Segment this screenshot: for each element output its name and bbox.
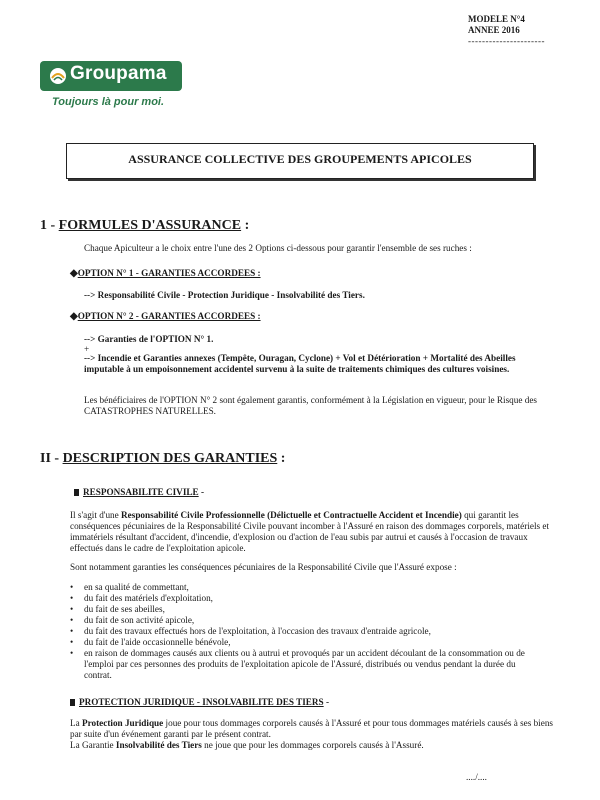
- rc-p1-bold: Responsabilité Civile Professionnelle (Délictuelle et Contractuelle Accident et Incendie): [121, 510, 462, 520]
- model-number: MODELE N°4: [468, 14, 525, 24]
- rc-bullet-item: • en sa qualité de commettant,: [70, 582, 530, 593]
- option2-plus: +: [84, 344, 90, 354]
- option1-title-text: OPTION N° 1 - GARANTIES ACCORDEES :: [77, 268, 261, 278]
- section1-title: FORMULES D'ASSURANCE: [58, 218, 242, 233]
- square-bullet-icon: [74, 489, 79, 496]
- rc-bullet-item: • du fait de l'aide occasionnelle bénévole,: [70, 637, 530, 648]
- pj-paragraph-1: [70, 718, 554, 740]
- section2-heading: [40, 451, 285, 467]
- option2-line2: --> Incendie et Garanties annexes (Tempête, Ouragan, Cyclone) + Vol et Détérioration + Mortalité des Abeilles imputable à un empoisonnement accidentel survenu à la suite de traitements chimiques des cultures voisines.: [84, 353, 516, 374]
- pj-p2-end: ne joue que pour les dommages corporels causés à l'Assuré.: [201, 740, 424, 750]
- rc-title-dash: -: [198, 487, 205, 497]
- model-year: ANNEE 2016: [468, 25, 520, 35]
- section1-heading: [40, 218, 249, 234]
- section2-title: DESCRIPTION DES GARANTIES: [62, 451, 278, 466]
- square-bullet-icon: [70, 699, 75, 706]
- rc-p1-end: qui garantit les conséquences pécuniaires de la Responsabilité Civile pouvant incomber à l'Assuré en raison des dommages corporels, matériels et immatériels résultant d'accident, d'incendie, d'explosion ou d'action de l'eau subis par autrui et causés à l'occasion de travaux effectués dans le cadre de l'exploitation apicole.: [70, 510, 550, 553]
- section1-colon: :: [241, 218, 250, 233]
- rc-paragraph-2: Sont notamment garanties les conséquences pécuniaires de la Responsabilité Civile que l'Assuré expose :: [70, 562, 457, 572]
- groupama-emblem-icon: [49, 67, 67, 85]
- rc-title: [74, 487, 204, 498]
- continuation-marker: ..../....: [466, 772, 487, 782]
- diamond-bullet-icon: ◆: [70, 311, 78, 322]
- section2-number: II -: [40, 451, 60, 466]
- option2-title-text: OPTION N° 2 - GARANTIES ACCORDEES :: [77, 311, 261, 321]
- pj-title-text: PROTECTION JURIDIQUE - INSOLVABILITE DES TIERS: [79, 697, 324, 707]
- model-underline: ----------------------: [468, 36, 545, 46]
- logo-name: Groupama: [70, 63, 167, 84]
- pj-paragraph-2: [70, 740, 554, 751]
- pj-p1-bold: Protection Juridique: [82, 718, 164, 728]
- rc-bullet-item: • du fait de ses abeilles,: [70, 604, 530, 615]
- pj-p2-start: La Garantie: [70, 740, 116, 750]
- option1-guarantees: --> Responsabilité Civile - Protection Juridique - Insolvabilité des Tiers.: [84, 290, 365, 300]
- rc-bullet-item: • du fait de son activité apicole,: [70, 615, 530, 626]
- pj-p2-bold: Insolvabilité des Tiers: [115, 740, 202, 750]
- rc-bullet-list: [70, 582, 530, 681]
- page-title: ASSURANCE COLLECTIVE DES GROUPEMENTS APICOLES: [128, 152, 472, 166]
- diamond-bullet-icon: ◆: [70, 268, 78, 279]
- section2-colon: :: [277, 451, 286, 466]
- pj-p1-end: joue pour tous dommages corporels causés à l'Assuré et pour tous dommages matériels causés à ses biens par suite d'un événement garanti par le présent contrat.: [70, 718, 553, 739]
- section1-note: Les bénéficiaires de l'OPTION N° 2 sont également garantis, conformément à la Législation en vigueur, pour le Risque des CATASTROPHES NATURELLES.: [84, 395, 537, 416]
- pj-p1-start: La: [70, 718, 82, 728]
- rc-bullet-item: • du fait des matériels d'exploitation,: [70, 593, 530, 604]
- pj-title: [70, 697, 329, 708]
- rc-paragraph-1: [70, 510, 554, 554]
- option1-title: [70, 268, 261, 279]
- option2-line1: --> Garanties de l'OPTION N° 1.: [84, 334, 214, 344]
- rc-p1-start: Il s'agit d'une: [70, 510, 122, 520]
- section1-intro: Chaque Apiculteur a le choix entre l'une des 2 Options ci-dessous pour garantir l'ensemble de ses ruches :: [84, 243, 472, 253]
- pj-title-dash: -: [323, 697, 330, 707]
- rc-title-text: RESPONSABILITE CIVILE: [83, 487, 199, 497]
- model-reference: [468, 14, 545, 47]
- rc-bullet-item: • du fait des travaux effectués hors de l'exploitation, à l'occasion des travaux d'entraide agricole,: [70, 626, 530, 637]
- logo-tagline: Toujours là pour moi.: [52, 96, 165, 108]
- option2-title: [70, 311, 261, 322]
- section1-number: 1 -: [40, 218, 56, 233]
- rc-bullet-item: • en raison de dommages causés aux clients ou à autrui et provoqués par un accident découlant de la consommation ou de l'emploi par ces personnes des produits de l'exploitation apicole de l'Assuré, distribués ou vendus pendant la durée du contrat.: [70, 648, 530, 681]
